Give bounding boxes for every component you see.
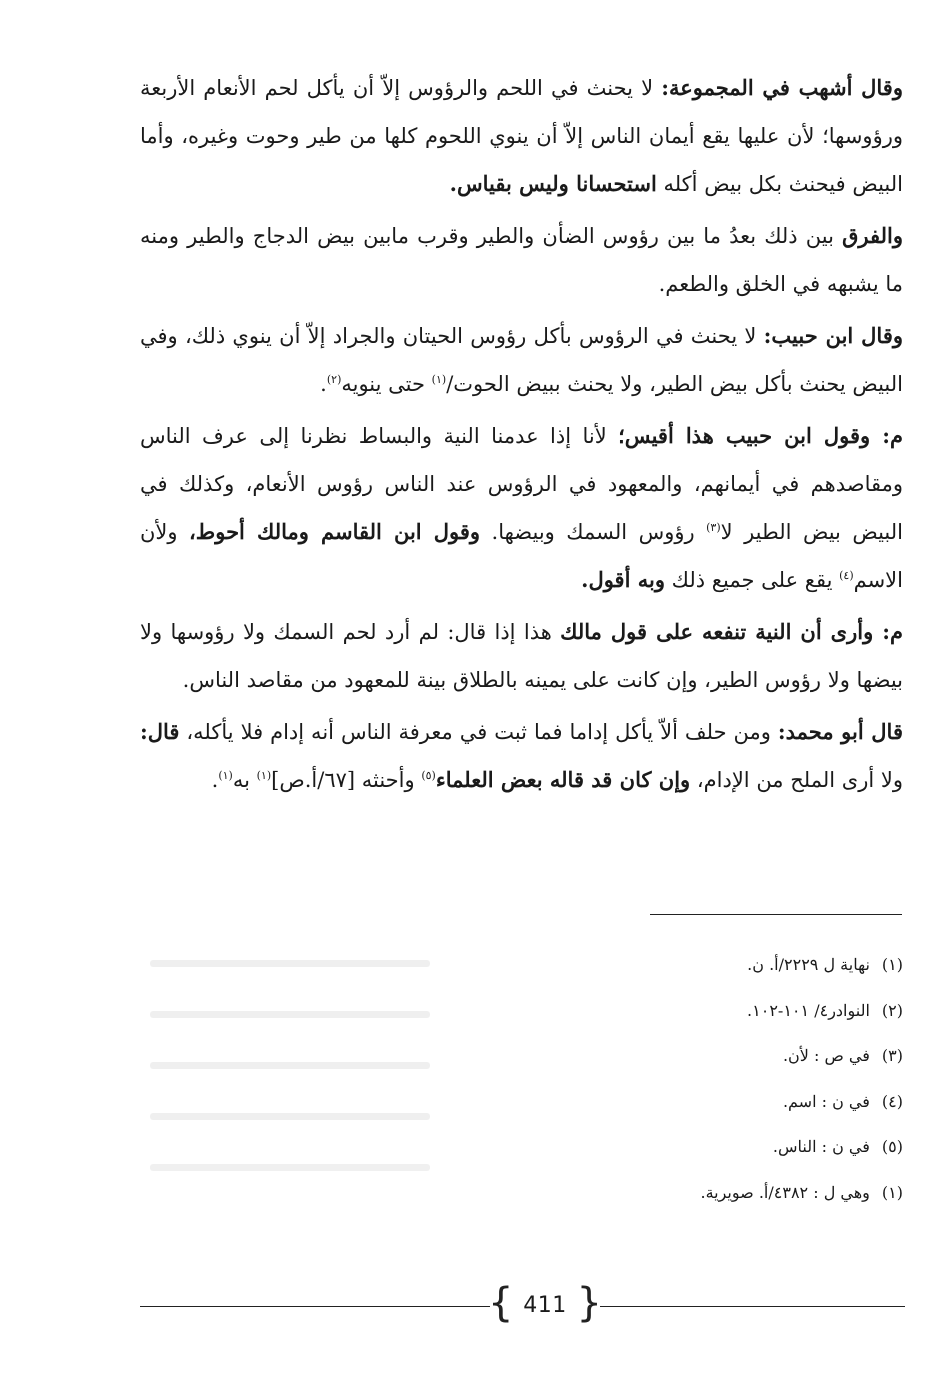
footnote-separator [650, 914, 902, 915]
footnote-ref-7: (١) [218, 769, 233, 782]
footnote-5-number: (٥) [881, 1137, 903, 1156]
page-number-rule-left [140, 1306, 490, 1307]
paragraph-6-bold-c: وإن كان قد قاله بعض العلماء [435, 767, 691, 792]
paragraph-3-text-c: . [320, 372, 327, 396]
paragraph-1-text: لا يحنث في اللحم والرؤوس إلاّ أن يأكل لحم الأنعام الأربعة ورؤوسها؛ لأن عليها يقع أيمان الناس إلاّ أن ينوي اللحوم كلها من طير وحوت وغيره، وأما البيض فيحنث بكل بيض أكله [140, 76, 903, 196]
footnote-ref-1: (١) [431, 373, 447, 386]
paragraph-5-text: هذا إذا قال: لم أرد لحم السمك ولا رؤوسها ولا بيضها ولا رؤوس الطير، وإن كانت على يمينه بالطلاق بينة للمعهود من مقاصد الناس. [140, 620, 903, 692]
footnote-2 [303, 988, 903, 1034]
footnote-1-number: (١) [881, 955, 903, 974]
footnote-4-text: في ن : اسم. [782, 1091, 870, 1111]
paragraph-4-tail: وبه أقول. [581, 567, 665, 592]
paragraph-4-text-c: ولأن الاسم [140, 520, 903, 592]
paragraph-2 [140, 212, 903, 308]
paragraph-1-tail: استحسانا وليس بقياس. [449, 171, 657, 196]
footnote-ref-4: (٤) [839, 569, 854, 582]
paragraph-1 [140, 64, 903, 208]
paragraph-4-lead: م: وقول ابن حبيب هذا أقيس؛ [618, 423, 903, 448]
paragraph-4-text-b: رؤوس السمك وبيضها. [480, 520, 707, 544]
footnote-ref-5: (٥) [421, 769, 436, 782]
footnote-5 [303, 1124, 903, 1170]
footnote-3-text: في ص : لأن. [782, 1046, 870, 1065]
footnote-2-text: النوادر٤/ ١٠١-١٠٢. [747, 1000, 870, 1020]
footnote-ref-2: (٢) [326, 373, 342, 386]
main-text [140, 64, 903, 808]
footnote-ref-3: (٣) [706, 521, 721, 534]
footnotes [303, 942, 903, 1215]
paragraph-2-text: بين ذلك بعدُ ما بين رؤوس الضأن والطير وقرب مابين بيض الدجاج والطير ومنه ما يشبهه في الخلق والطعم. [140, 224, 903, 296]
paragraph-1-lead: وقال أشهب في المجموعة: [661, 75, 903, 100]
footnote-2-number: (٢) [881, 1000, 903, 1020]
paragraph-6-text-a: ومن حلف ألاّ يأكل إداما فما ثبت في معرفة الناس أنه إدام فلا يأكله، [179, 720, 778, 744]
paragraph-6-text-e: . [211, 768, 219, 792]
paragraph-5-lead: م: وأرى أن النية تنفعه على قول مالك [560, 619, 903, 644]
footnote-4-number: (٤) [881, 1091, 903, 1111]
paragraph-4-text-d: يقع على جميع ذلك [665, 568, 840, 592]
left-brace-icon: { [488, 1280, 514, 1326]
footnote-ref-6: (١) [256, 769, 272, 782]
paragraph-6 [140, 708, 903, 804]
footnote-1-text: نهاية ل ٢٢٢٩/أ. ن. [747, 955, 870, 974]
paragraph-6-text-d: به [232, 768, 257, 792]
paragraph-5 [140, 608, 903, 704]
footnote-3-number: (٣) [881, 1046, 903, 1065]
paragraph-6-text-b: ولا أرى الملح من الإدام، [690, 768, 903, 792]
paragraph-6-lead: قال أبو محمد: [777, 719, 903, 744]
footnote-6 [303, 1170, 903, 1216]
paragraph-2-lead: والفرق [842, 223, 903, 248]
footnote-5-text: في ن : الناس. [772, 1137, 870, 1156]
footnote-6-number: (١) [881, 1182, 903, 1202]
paragraph-6-bold-b: قال: [140, 719, 180, 744]
paragraph-4-bold-b: وقول ابن القاسم ومالك أحوط، [189, 519, 481, 544]
footnote-1 [303, 942, 903, 988]
paragraph-3 [140, 312, 903, 408]
page-number: 411 [523, 1293, 567, 1318]
paragraph-3-text-b: حتى ينويه [341, 372, 432, 396]
paragraph-4 [140, 412, 903, 604]
footnote-3 [303, 1033, 903, 1079]
paragraph-6-text-c: وأحنثه [٦٧/أ.ص] [271, 768, 422, 792]
paragraph-3-text-a: لا يحنث في الرؤوس بأكل رؤوس الحيتان والجراد إلاّ أن ينوي ذلك، وفي البيض يحنث بأكل بيض الطير، ولا يحنث ببيض الحوت/ [140, 324, 903, 396]
footnote-6-text: وهي ل : ٤٣٨٢/أ. صويرية. [700, 1182, 870, 1202]
paragraph-4-text-a: لأنا إذا عدمنا النية والبساط نظرنا إلى عرف الناس ومقاصدهم في أيمانهم، والمعهود في الرؤوس عند الناس رؤوس الأنعام، وكذلك في البيض بيض الطير لا [140, 424, 903, 544]
right-brace-icon: } [576, 1280, 602, 1326]
footnote-4 [303, 1079, 903, 1125]
paragraph-3-lead: وقال ابن حبيب: [763, 323, 903, 348]
page-number-ornament [488, 1280, 602, 1328]
page-number-rule-right [600, 1306, 905, 1307]
